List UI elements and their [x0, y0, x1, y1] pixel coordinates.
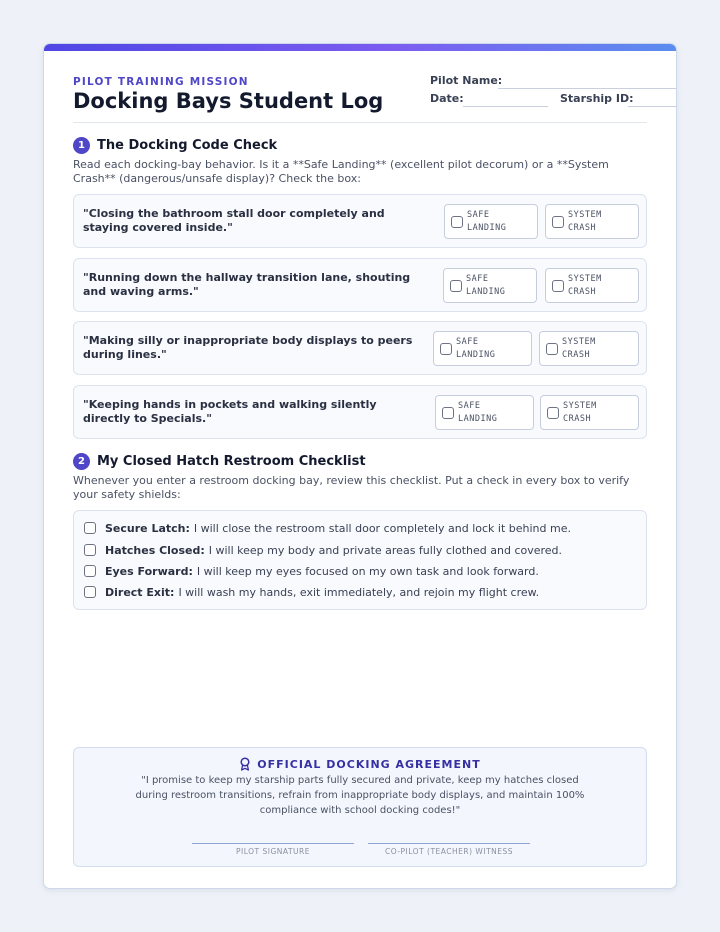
checklist-item-text: I will close the restroom stall door completely and lock it behind me.	[193, 521, 571, 535]
option-label: CRASH	[568, 287, 597, 297]
safe-landing-option[interactable]	[433, 331, 532, 366]
option-label: SAFE	[467, 210, 490, 220]
system-crash-option[interactable]	[539, 331, 639, 366]
witness-signature-label: CO-PILOT (TEACHER) WITNESS	[384, 847, 514, 856]
section-1-heading	[73, 137, 277, 154]
agreement-title: OFFICIAL DOCKING AGREEMENT	[257, 757, 481, 771]
checkbox[interactable]	[84, 544, 96, 556]
option-label: SYSTEM	[562, 337, 596, 347]
checkbox[interactable]	[440, 343, 452, 355]
safe-landing-option[interactable]	[435, 395, 534, 430]
question-text: "Closing the bathroom stall door completely and staying covered inside."	[83, 207, 385, 234]
checklist-item[interactable]	[84, 563, 539, 579]
checklist-item-label: Eyes Forward:	[105, 564, 193, 578]
option-label: SAFE	[458, 401, 481, 411]
system-crash-option[interactable]	[545, 268, 639, 303]
starship-id-field[interactable]	[628, 106, 677, 107]
section-title: The Docking Code Check	[97, 138, 278, 153]
option-label: LANDING	[466, 287, 506, 297]
checkbox[interactable]	[552, 216, 564, 228]
starship-id-label: Starship ID:	[560, 92, 634, 105]
checklist-item-label: Hatches Closed:	[105, 543, 205, 557]
checklist-item[interactable]	[84, 542, 562, 558]
checkbox[interactable]	[84, 522, 96, 534]
option-label: SAFE	[456, 337, 479, 347]
system-crash-option[interactable]	[545, 204, 639, 239]
checkbox[interactable]	[84, 586, 96, 598]
question-text: "Running down the hallway transition lane, shouting and waving arms."	[83, 271, 411, 298]
question-text: "Keeping hands in pockets and walking silently directly to Specials."	[83, 398, 377, 425]
award-ribbon-icon	[239, 757, 251, 771]
option-label: LANDING	[467, 223, 507, 233]
option-label: CRASH	[568, 223, 597, 233]
section-1-description: Read each docking-bay behavior. Is it a **Safe Landing** (excellent pilot decorum) or a **System Crash** (dangerous/unsafe display)? Check the box:	[73, 158, 609, 185]
question-card	[73, 194, 647, 248]
pilot-signature-label: PILOT SIGNATURE	[236, 847, 310, 856]
worksheet-card	[43, 43, 677, 889]
pilot-signature-line[interactable]	[192, 843, 354, 844]
section-title: My Closed Hatch Restroom Checklist	[97, 454, 366, 469]
section-2-heading	[73, 453, 366, 470]
option-label: LANDING	[456, 350, 496, 360]
pilot-name-label: Pilot Name:	[430, 74, 503, 87]
question-text: "Making silly or inappropriate body displays to peers during lines."	[83, 334, 413, 361]
section-number-badge: 2	[73, 453, 90, 470]
option-label: SYSTEM	[563, 401, 597, 411]
checkbox[interactable]	[547, 407, 559, 419]
checkbox[interactable]	[442, 407, 454, 419]
checklist-item-label: Secure Latch:	[105, 521, 190, 535]
checkbox[interactable]	[546, 343, 558, 355]
page-title: Docking Bays Student Log	[73, 89, 384, 113]
safe-landing-option[interactable]	[443, 268, 537, 303]
checkbox[interactable]	[84, 565, 96, 577]
restroom-checklist	[73, 510, 647, 610]
date-label: Date:	[430, 92, 464, 105]
date-field[interactable]	[463, 106, 548, 107]
safe-landing-option[interactable]	[444, 204, 538, 239]
option-label: LANDING	[458, 414, 498, 424]
question-card	[73, 321, 647, 375]
option-label: SYSTEM	[568, 274, 602, 284]
pilot-name-field[interactable]	[498, 88, 677, 89]
witness-signature-line[interactable]	[368, 843, 530, 844]
option-label: CRASH	[562, 350, 591, 360]
checklist-item[interactable]	[84, 584, 539, 600]
option-label: SYSTEM	[568, 210, 602, 220]
question-card	[73, 385, 647, 439]
option-label: SAFE	[466, 274, 489, 284]
mission-kicker: PILOT TRAINING MISSION	[73, 76, 249, 88]
docking-agreement	[73, 747, 647, 867]
system-crash-option[interactable]	[540, 395, 639, 430]
checkbox[interactable]	[451, 216, 463, 228]
agreement-heading	[74, 757, 646, 771]
agreement-text: "I promise to keep my starship parts fully secured and private, keep my hatches closed during restroom transitions, refrain from inappropriate body displays, and maintain 100% compliance with school docking codes!"	[135, 775, 585, 816]
checklist-item-label: Direct Exit:	[105, 585, 175, 599]
checklist-item-text: I will keep my body and private areas fully clothed and covered.	[208, 543, 563, 557]
section-number-badge: 1	[73, 137, 90, 154]
checklist-item[interactable]	[84, 520, 571, 536]
checkbox[interactable]	[552, 280, 564, 292]
option-label: CRASH	[563, 414, 592, 424]
header-divider	[73, 122, 647, 123]
checkbox[interactable]	[450, 280, 462, 292]
checklist-item-text: I will keep my eyes focused on my own task and look forward.	[196, 564, 539, 578]
question-card	[73, 258, 647, 312]
checklist-item-text: I will wash my hands, exit immediately, and rejoin my flight crew.	[178, 585, 540, 599]
section-2-description: Whenever you enter a restroom docking bay, review this checklist. Put a check in every box to verify your safety shields:	[73, 474, 630, 501]
